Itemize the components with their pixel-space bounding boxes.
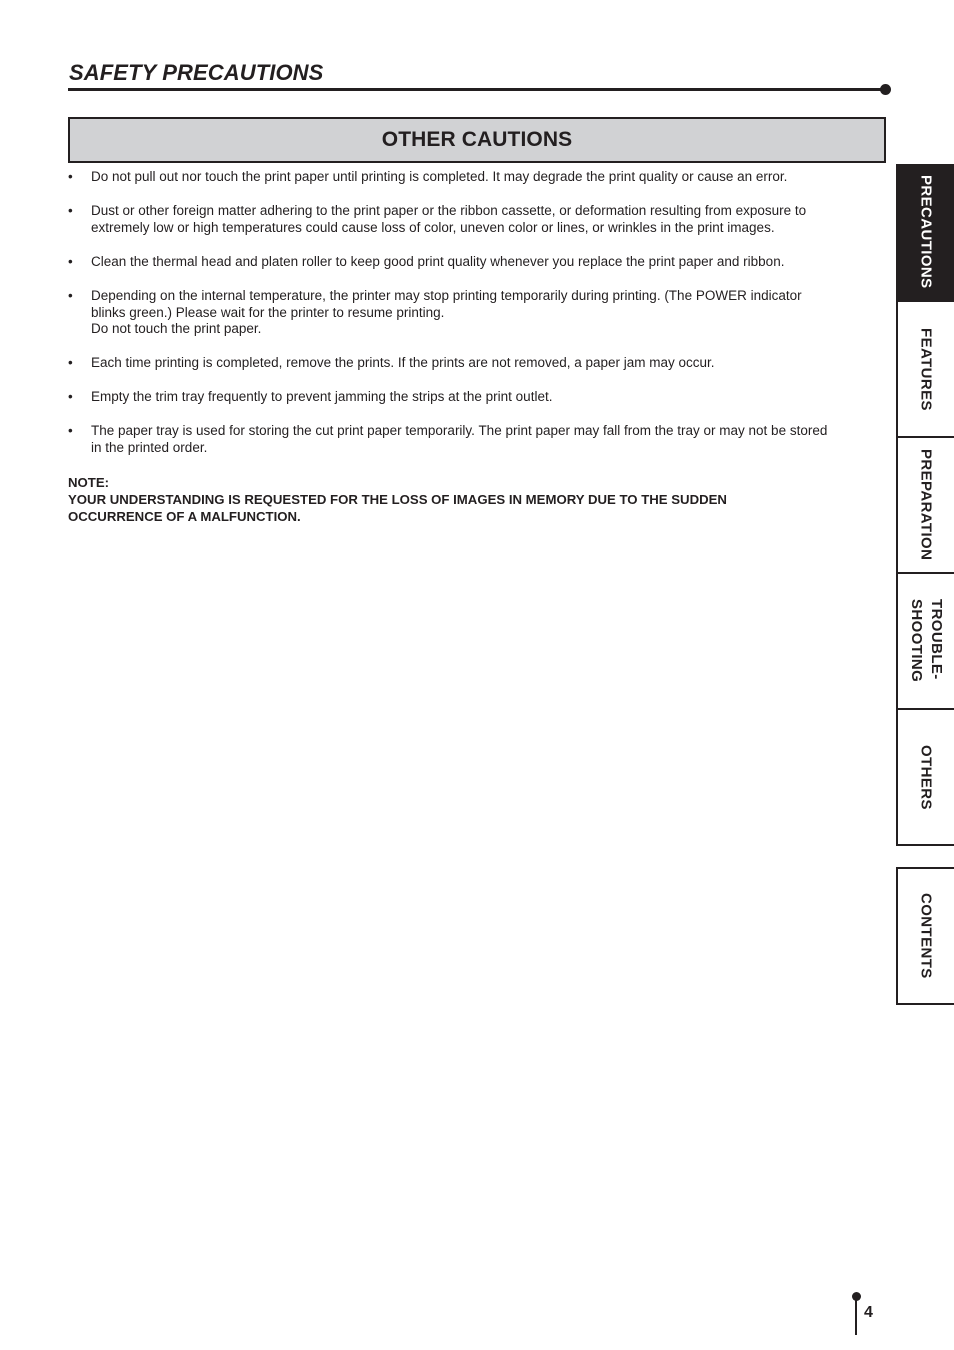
bullet-icon: • xyxy=(68,169,73,184)
caution-text-line: Dust or other foreign matter adhering to the print paper or the ribbon cassette, or deformation resulting from exposure to xyxy=(91,202,807,218)
tab-label: OTHERS xyxy=(917,744,935,810)
tab-precautions[interactable] xyxy=(896,164,954,300)
page-title: SAFETY PRECAUTIONS xyxy=(69,60,324,85)
bullet-icon: • xyxy=(68,202,73,218)
tab-preparation[interactable] xyxy=(896,436,954,574)
tab-features[interactable] xyxy=(896,300,954,438)
caution-item xyxy=(68,254,883,271)
caution-text-line: The paper tray is used for storing the cut print paper temporarily. The print paper may fall from the tray or may not be stored xyxy=(91,423,828,439)
note-text-line: YOUR UNDERSTANDING IS REQUESTED FOR THE LOSS OF IMAGES IN MEMORY DUE TO THE SUDDEN xyxy=(68,492,727,508)
note-text-line: OCCURRENCE OF A MALFUNCTION. xyxy=(68,509,301,525)
bullet-icon: • xyxy=(68,423,73,439)
caution-text-line: blinks green.) Please wait for the printer to resume printing. xyxy=(91,304,445,320)
caution-text-line: in the printed order. xyxy=(91,440,208,456)
tab-troubleshooting[interactable] xyxy=(896,572,954,710)
caution-text-line: Clean the thermal head and platen roller to keep good print quality whenever you replace the print paper and ribbon. xyxy=(91,253,785,269)
caution-text-line: Do not pull out nor touch the print paper until printing is completed. It may degrade the print quality or cause an error. xyxy=(91,169,788,184)
tab-others[interactable] xyxy=(896,708,954,846)
caution-item xyxy=(68,355,883,372)
tab-label: PRECAUTIONS xyxy=(917,175,935,289)
caution-item xyxy=(68,389,883,406)
page-number: 4 xyxy=(864,1304,873,1321)
tab-contents[interactable] xyxy=(896,867,954,1005)
caution-text-line: Empty the trim tray frequently to prevent jamming the strips at the print outlet. xyxy=(91,389,553,405)
caution-item xyxy=(68,169,883,186)
tab-label: PREPARATION xyxy=(917,449,935,561)
note-block xyxy=(68,474,883,525)
cautions-list xyxy=(68,169,883,457)
caution-text-line: extremely low or high temperatures could cause loss of color, uneven color or lines, or wrinkles in the print images. xyxy=(91,219,775,235)
bullet-icon: • xyxy=(68,355,73,371)
title-rule xyxy=(68,88,886,91)
content-area xyxy=(68,169,883,525)
caution-item xyxy=(68,203,883,237)
caution-text-line: Each time printing is completed, remove the prints. If the prints are not removed, a paper jam may occur. xyxy=(91,355,715,371)
note-label: NOTE: xyxy=(68,475,110,491)
bullet-icon: • xyxy=(68,389,73,405)
caution-item xyxy=(68,288,883,338)
caution-text-line: Depending on the internal temperature, the printer may stop printing temporarily during printing. (The POWER indicator xyxy=(91,287,802,303)
caution-text-line: Do not touch the print paper. xyxy=(91,321,262,337)
caution-item xyxy=(68,423,883,457)
bullet-icon: • xyxy=(68,287,73,303)
bullet-icon: • xyxy=(68,253,73,269)
tab-label: TROUBLE- SHOOTING xyxy=(908,599,945,683)
title-rule-dot xyxy=(880,84,891,95)
section-banner xyxy=(68,117,886,163)
tab-label: FEATURES xyxy=(917,327,935,411)
tab-label: CONTENTS xyxy=(917,893,935,979)
page-number-rule xyxy=(855,1297,857,1335)
section-title: OTHER CAUTIONS xyxy=(381,128,573,151)
